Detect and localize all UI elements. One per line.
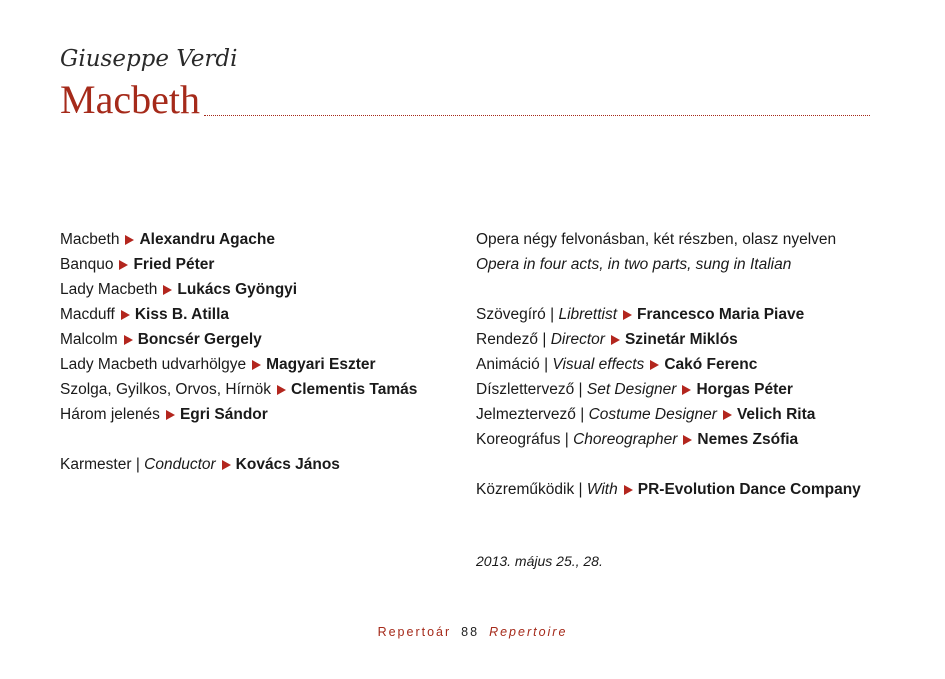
credit-name: Szinetár Miklós	[624, 331, 738, 348]
separator: |	[542, 331, 547, 348]
credit-label-en: Set Designer	[586, 381, 677, 398]
arrow-icon	[623, 310, 632, 320]
arrow-icon	[723, 410, 732, 420]
performer-name: Kiss B. Atilla	[134, 306, 230, 323]
arrow-icon	[166, 410, 175, 420]
arrow-icon	[650, 360, 659, 370]
credit-name: Francesco Maria Piave	[637, 306, 805, 323]
separator: |	[564, 431, 569, 448]
conductor-line	[60, 452, 417, 477]
description-hu: Opera négy felvonásban, két részben, olasz nyelven	[476, 231, 837, 248]
credit-label-en: Visual effects	[552, 356, 645, 373]
credit-row	[476, 377, 861, 402]
cast-column	[60, 227, 417, 477]
with-name: PR-Evolution Dance Company	[637, 481, 861, 498]
arrow-icon	[683, 435, 692, 445]
credit-label-hu: Animáció	[476, 356, 540, 373]
performer-name: Egri Sándor	[179, 406, 268, 423]
arrow-icon	[682, 385, 691, 395]
footer-section-en: Repertoire	[489, 625, 568, 639]
conductor-name: Kovács János	[235, 456, 340, 473]
role-label: Három jelenés	[60, 406, 160, 423]
role-label: Malcolm	[60, 331, 118, 348]
credit-name: Velich Rita	[736, 406, 816, 423]
role-label: Macbeth	[60, 231, 120, 248]
composer-name: Giuseppe Verdi	[60, 46, 238, 72]
credit-name: Horgas Péter	[696, 381, 793, 398]
performer-name: Lukács Gyöngyi	[177, 281, 298, 298]
performer-name: Magyari Eszter	[266, 356, 376, 373]
credit-row	[476, 352, 861, 377]
performer-name: Alexandru Agache	[139, 231, 275, 248]
cast-row	[60, 377, 417, 402]
cast-row	[60, 402, 417, 427]
arrow-icon	[119, 260, 128, 270]
separator: |	[544, 356, 549, 373]
conductor-label-en: Conductor	[144, 456, 216, 473]
spacer	[476, 452, 861, 477]
role-label: Macduff	[60, 306, 115, 323]
page-title: Macbeth	[60, 77, 200, 122]
arrow-icon	[121, 310, 130, 320]
arrow-icon	[125, 235, 134, 245]
credit-row	[476, 427, 861, 452]
spacer	[476, 277, 861, 302]
footer-section-hu: Repertoár	[377, 625, 452, 639]
with-label-hu: Közreműködik	[476, 481, 575, 498]
page-number: 88	[461, 625, 480, 639]
credit-list	[476, 302, 861, 452]
arrow-icon	[277, 385, 286, 395]
credit-label-en: Choreographer	[573, 431, 678, 448]
role-label: Banquo	[60, 256, 114, 273]
separator: |	[580, 406, 585, 423]
credit-label-hu: Rendező	[476, 331, 539, 348]
credit-row	[476, 302, 861, 327]
cast-list	[60, 227, 417, 427]
production-column	[476, 227, 861, 502]
cast-row	[60, 302, 417, 327]
credit-label-hu: Koreográfus	[476, 431, 561, 448]
role-label: Lady Macbeth	[60, 281, 158, 298]
page-footer	[0, 625, 945, 639]
arrow-icon	[624, 485, 633, 495]
credit-label-hu: Díszlettervező	[476, 381, 575, 398]
dotted-leader	[204, 114, 870, 116]
cast-row	[60, 352, 417, 377]
credit-label-en: Director	[550, 331, 605, 348]
credit-name: Cakó Ferenc	[664, 356, 758, 373]
performance-date: 2013. május 25., 28.	[476, 553, 603, 569]
credit-row	[476, 402, 861, 427]
title-row	[60, 77, 870, 122]
performer-name: Fried Péter	[133, 256, 215, 273]
separator: |	[578, 381, 583, 398]
spacer	[60, 427, 417, 452]
separator: |	[135, 456, 140, 473]
cast-row	[60, 227, 417, 252]
arrow-icon	[222, 460, 231, 470]
role-label: Lady Macbeth udvarhölgye	[60, 356, 247, 373]
description-en: Opera in four acts, in two parts, sung in Italian	[476, 256, 792, 273]
arrow-icon	[611, 335, 620, 345]
cast-row	[60, 327, 417, 352]
arrow-icon	[124, 335, 133, 345]
arrow-icon	[252, 360, 261, 370]
credit-name: Nemes Zsófia	[697, 431, 799, 448]
cast-row	[60, 277, 417, 302]
credit-label-en: Librettist	[558, 306, 618, 323]
conductor-label-hu: Karmester	[60, 456, 132, 473]
arrow-icon	[163, 285, 172, 295]
cast-row	[60, 252, 417, 277]
credit-row	[476, 327, 861, 352]
performer-name: Clementis Tamás	[291, 381, 418, 398]
separator: |	[550, 306, 555, 323]
role-label: Szolga, Gyilkos, Orvos, Hírnök	[60, 381, 272, 398]
performer-name: Boncsér Gergely	[137, 331, 262, 348]
with-label-en: With	[586, 481, 618, 498]
separator: |	[578, 481, 583, 498]
credit-label-hu: Jelmeztervező	[476, 406, 576, 423]
credit-label-hu: Szövegíró	[476, 306, 546, 323]
credit-label-en: Costume Designer	[588, 406, 717, 423]
with-line	[476, 477, 861, 502]
